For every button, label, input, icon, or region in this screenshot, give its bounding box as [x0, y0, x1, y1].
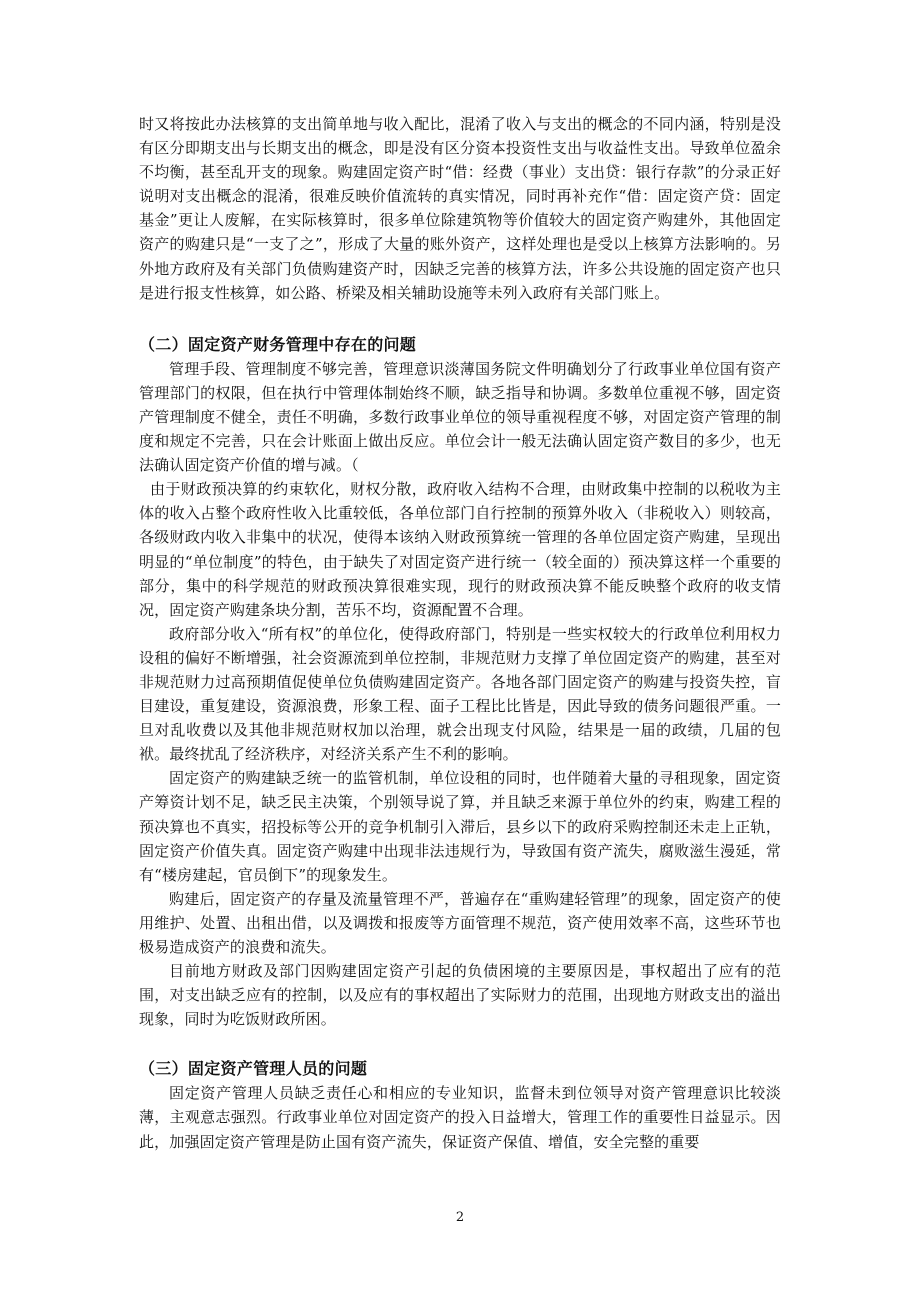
paragraph-supervision-mechanism: 固定资产的购建缺乏统一的监管机制，单位设租的同时，也伴随着大量的寻租现象，固定资产筹资计划不足，缺乏民主决策，个别领导说了算，并且缺乏来源于单位外的约束，购建工程的预决算也不真实，招投标等公开的竞争机制引入滞后，县乡以下的政府采购控制还未走上正轨，固定资产价值失真。固定资产购建中出现非法违规行为，导致国有资产流失，腐败滋生漫延，常有“楼房建起，官员倒下”的现象发生。	[139, 769, 781, 884]
page-number: 2	[455, 1210, 465, 1225]
paragraph-management-means: 管理手段、管理制度不够完善，管理意识淡薄国务院文件明确划分了行政事业单位国有资产管理部门的权限，但在执行中管理体制始终不顺，缺乏指导和协调。多数单位重视不够，固定资产管理制度不健全，责任不明确，多数行政事业单位的领导重视程度不够，对固定资产管理的制度和规定不完善，只在会计账面上做出反应。单位会计一般无法确认固定资产数目的多少，也无法确认固定资产价值的增与减。（	[139, 359, 781, 475]
paragraph-budget-constraint: 由于财政预决算的约束软化，财权分散，政府收入结构不合理，由财政集中控制的以税收为主体的收入占整个政府性收入比重较低，各单位部门自行控制的预算外收入（非税收入）则较高，各级财政内收入非集中的状况，使得本该纳入财政预算统一管理的各单位固定资产购建，呈现出明显的“单位制度”的特色，由于缺失了对固定资产进行统一（较全面的）预决算这样一个重要的部分，集中的科学规范的财政预决算很难实现，现行的财政预决算不能反映整个政府的收支情况，固定资产购建条块分割，苦乐不均，资源配置不合理。	[139, 480, 781, 619]
paragraph-personnel: 固定资产管理人员缺乏责任心和相应的专业知识，监督未到位领导对资产管理意识比较淡薄，主观意志强烈。行政事业单位对固定资产的投入日益增大，管理工作的重要性日益显示。因此，加强固定资产管理是防止国有资产流失，保证资产保值、增值，安全完整的重要	[139, 1084, 781, 1151]
document-page	[139, 112, 781, 1154]
paragraph-post-purchase: 购建后，固定资产的存量及流量管理不严，普遍存在“重购建轻管理”的现象，固定资产的使用维护、处置、出租出借，以及调拨和报废等方面管理不规范，资产使用效率不高，这些环节也极易造成资产的浪费和流失。	[139, 889, 781, 956]
paragraph-debt-cause: 目前地方财政及部门因购建固定资产引起的负债困境的主要原因是，事权超出了应有的范围，对支出缺乏应有的控制，以及应有的事权超出了实际财力的范围，出现地方财政支出的溢出现象，同时为吃饭财政所困。	[139, 962, 781, 1029]
paragraph-income-ownership: 政府部分收入“所有权”的单位化，使得政府部门，特别是一些实权较大的行政单位利用权力设租的偏好不断增强，社会资源流到单位控制，非规范财力支撑了单位固定资产的购建，甚至对非规范财力过高预期值促使单位负债购建固定资产。各地各部门固定资产的购建与投资失控，盲目建设，重复建设，资源浪费，形象工程、面子工程比比皆是，因此导致的债务问题很严重。一旦对乱收费以及其他非规范财权加以治理，就会出现支付风险，结果是一届的政绩，几届的包袱。最终扰乱了经济秩序，对经济关系产生不利的影响。	[139, 624, 781, 764]
section-heading-2: （二）固定资产财务管理中存在的问题	[139, 334, 417, 354]
opening-paragraph: 时又将按此办法核算的支出简单地与收入配比，混淆了收入与支出的概念的不同内涵，特别是没有区分即期支出与长期支出的概念，即是没有区分资本投资性支出与收益性支出。导致单位盈余不均衡，甚至乱开支的现象。购建固定资产时“借：经费（事业）支出贷：银行存款”的分录正好说明对支出概念的混淆，很难反映价值流转的真实情况，同时再补充作“借：固定资产贷：固定基金”更让人废解，在实际核算时，很多单位除建筑物等价值较大的固定资产购建外，其他固定资产的购建只是“一支了之”，形成了大量的账外资产，这样处理也是受以上核算方法影响的。另外地方政府及有关部门负债购建资产时，因缺乏完善的核算方法，许多公共设施的固定资产也只是进行报支性核算，如公路、桥梁及相关辅助设施等未列入政府有关部门账上。	[139, 115, 781, 302]
section-heading-3: （三）固定资产管理人员的问题	[139, 1059, 368, 1079]
